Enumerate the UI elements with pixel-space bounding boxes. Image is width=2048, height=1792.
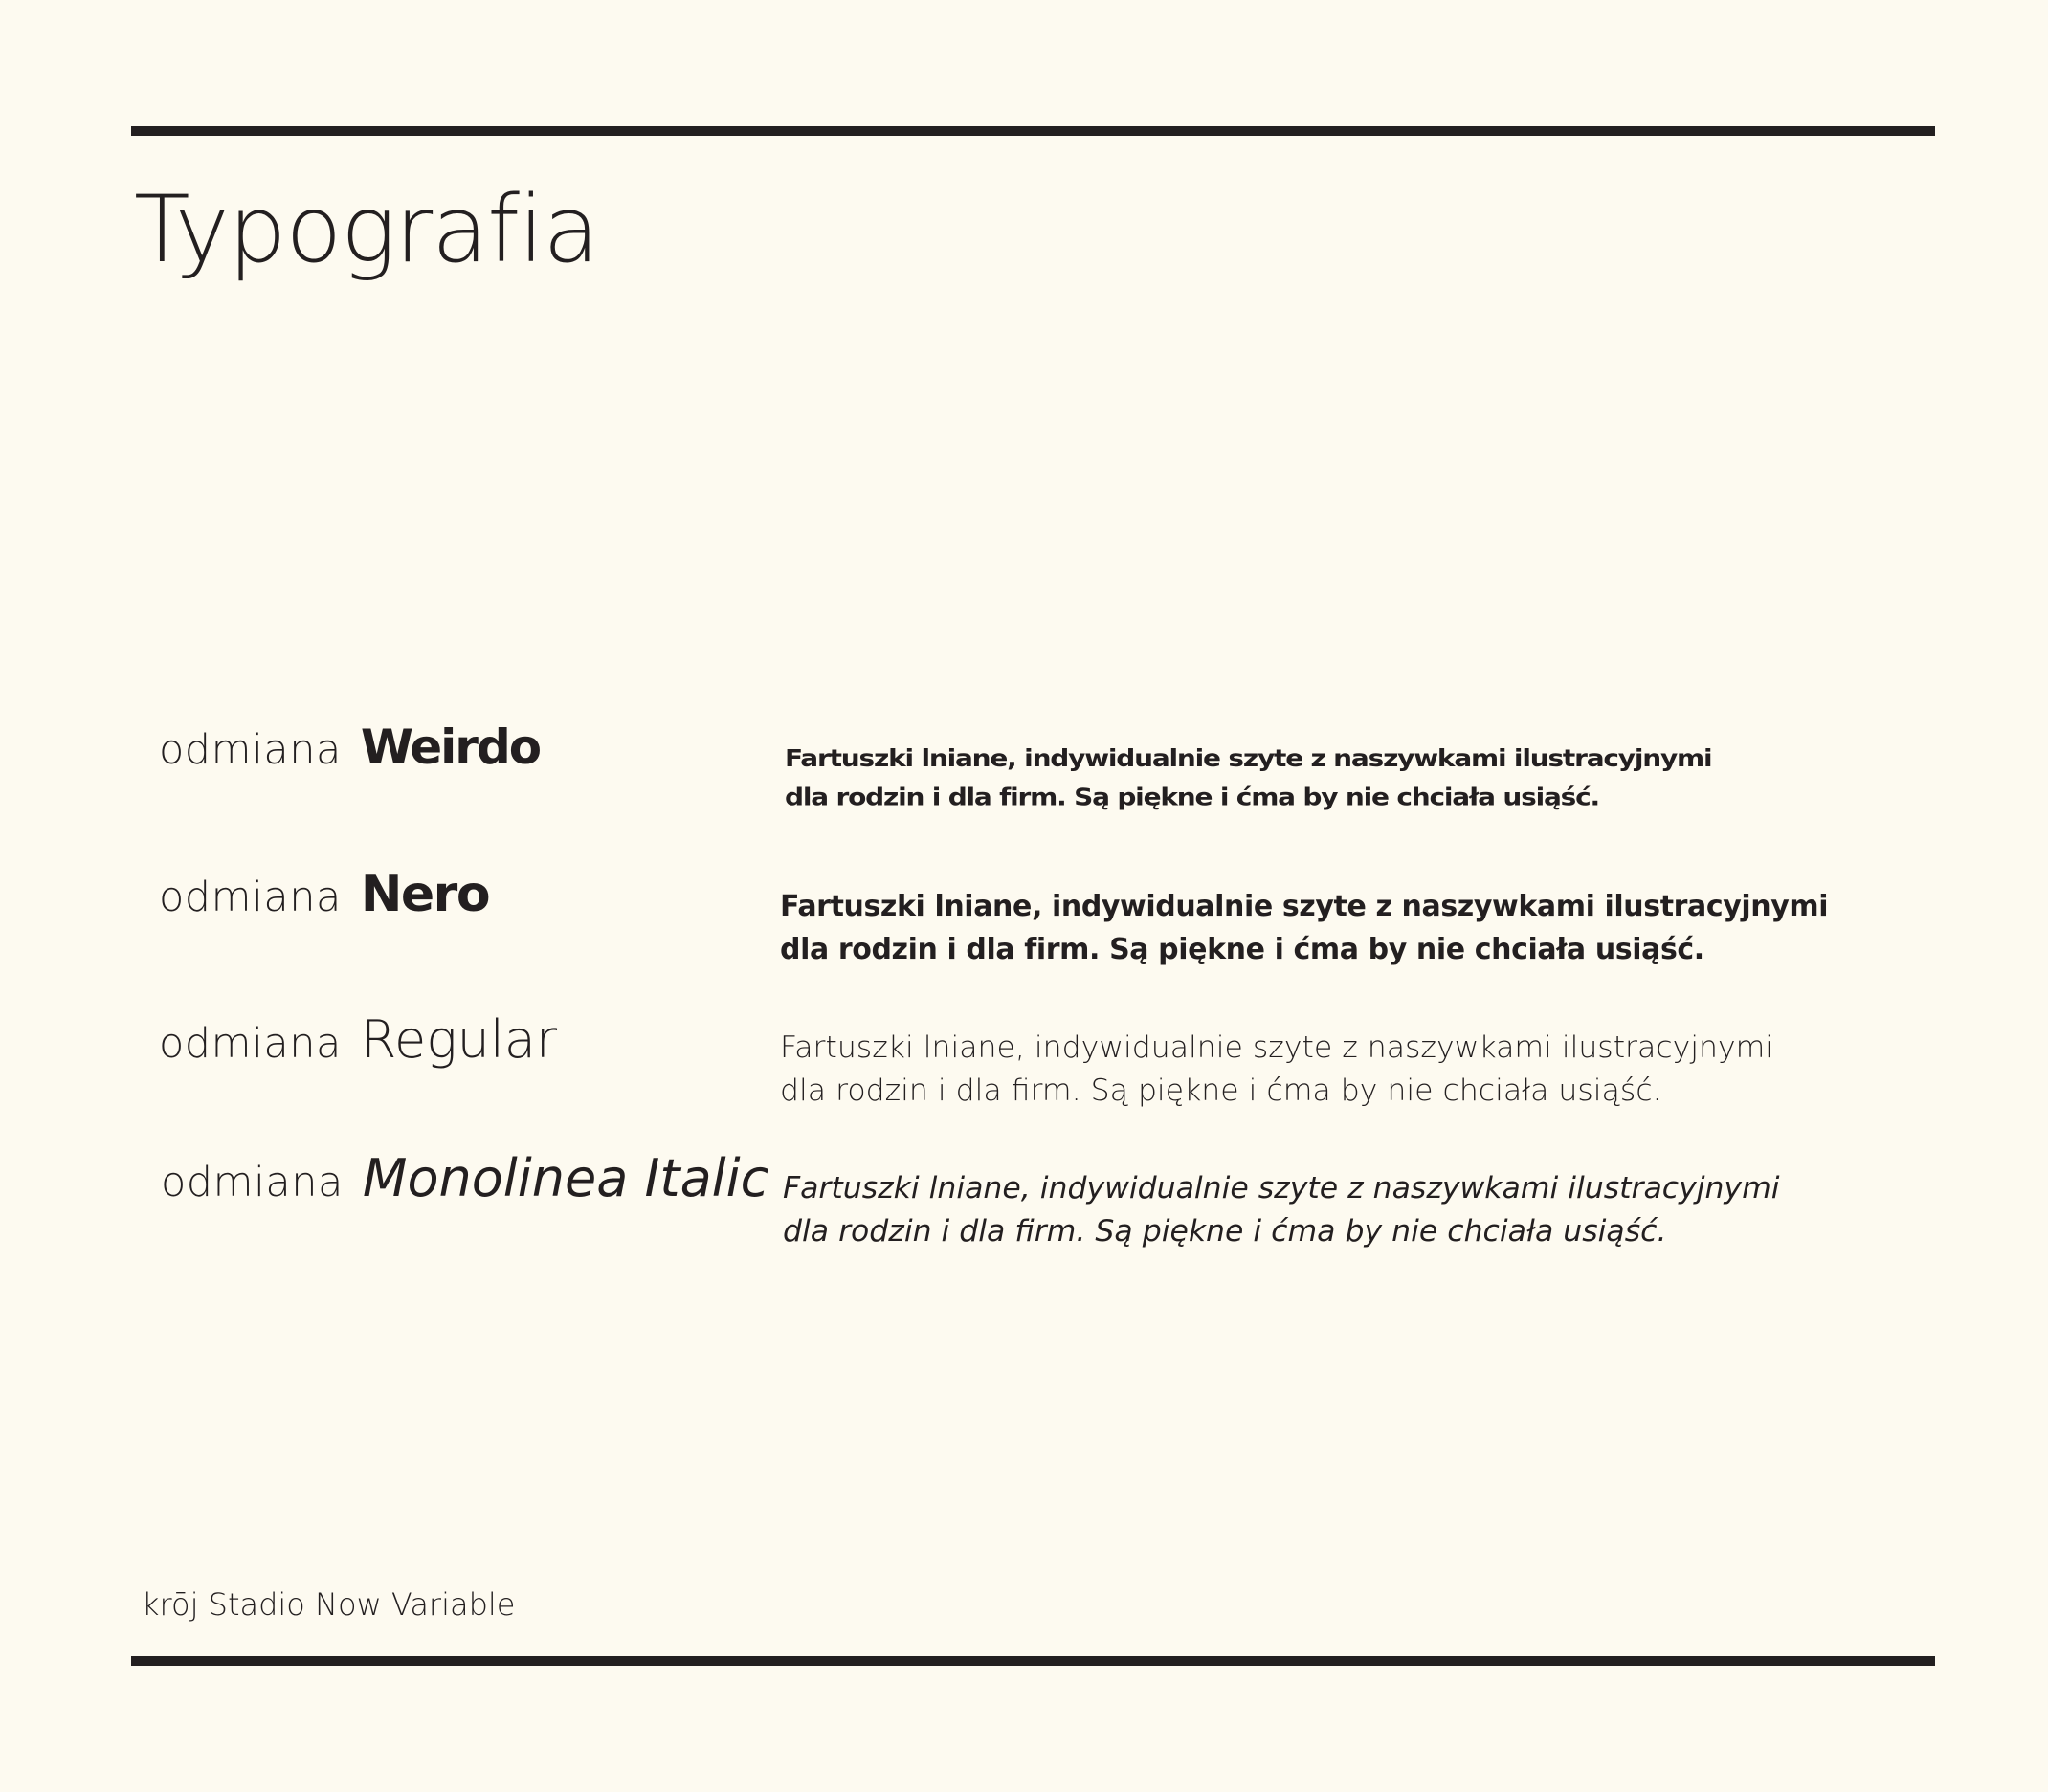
variant-prefix: odmiana [159, 874, 342, 921]
variant-label [159, 1009, 557, 1070]
typeface-credit: krōj Stadio Now Variable [142, 1586, 516, 1623]
top-divider-rule [131, 126, 1935, 136]
sample-line: Fartuszki lniane, indywidualnie szyte z naszywkami ilustracyjnymi [780, 890, 1829, 923]
variant-name: Weirdo [360, 719, 541, 775]
variant-sample-text [780, 885, 1828, 971]
variant-sample-text [785, 739, 1711, 816]
bottom-divider-rule [131, 1656, 1935, 1666]
variant-label [161, 1148, 768, 1208]
variant-name: Nero [360, 866, 490, 923]
variant-prefix: odmiana [159, 726, 342, 774]
variant-name: Regular [360, 1009, 558, 1070]
sample-line: dla rodzin i dla firm. Są piękne i ćma by nie chciała usiąść. [780, 1073, 1662, 1108]
variant-sample-text [783, 1167, 1780, 1253]
variant-prefix: odmiana [159, 1020, 342, 1068]
variant-sample-text [780, 1027, 1773, 1113]
sample-line: Fartuszki lniane, indywidualnie szyte z naszywkami ilustracyjnymi [785, 743, 1712, 773]
page-title: Typografia [134, 176, 599, 283]
sample-line: Fartuszki lniane, indywidualnie szyte z naszywkami ilustracyjnymi [783, 1171, 1780, 1206]
variant-name: Monolinea Italic [362, 1148, 769, 1208]
variant-label [159, 866, 489, 923]
sample-line: Fartuszki lniane, indywidualnie szyte z naszywkami ilustracyjnymi [780, 1030, 1774, 1065]
sample-line: dla rodzin i dla firm. Są piękne i ćma by nie chciała usiąść. [780, 933, 1704, 966]
variant-label [159, 719, 540, 775]
variant-prefix: odmiana [161, 1159, 344, 1206]
sample-line: dla rodzin i dla firm. Są piękne i ćma by nie chciała usiąść. [783, 1214, 1667, 1249]
sample-line: dla rodzin i dla firm. Są piękne i ćma by nie chciała usiąść. [785, 782, 1599, 811]
